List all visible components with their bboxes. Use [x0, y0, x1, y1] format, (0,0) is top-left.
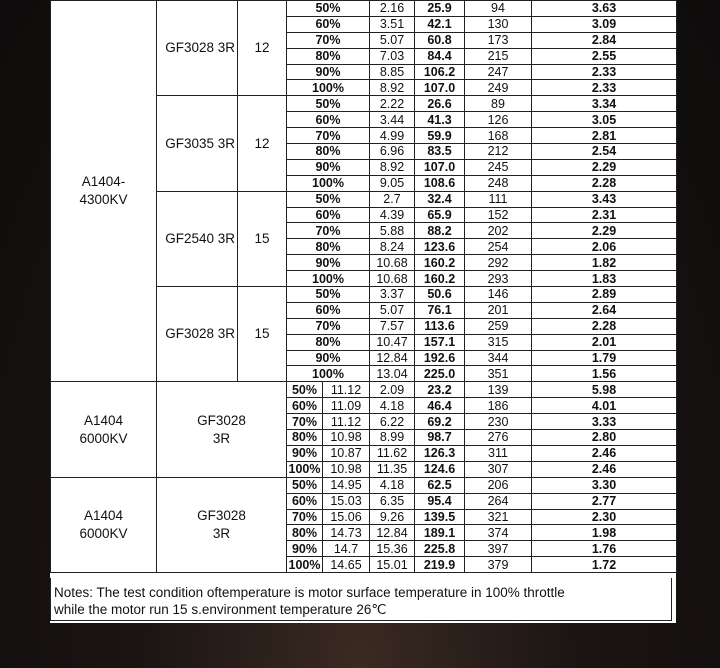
current-cell: 2.16: [370, 1, 415, 17]
current-cell: 11.35: [370, 461, 415, 477]
current-cell: 4.39: [370, 207, 415, 223]
thrust-cell: 254: [465, 239, 532, 255]
test-data-table: [50, 0, 677, 573]
motor-model-cell: A1404 6000KV: [51, 382, 157, 477]
thrust-cell: 351: [465, 366, 532, 382]
current-cell: 6.22: [370, 414, 415, 430]
table-row: [51, 1, 677, 17]
throttle-cell: 50%: [287, 191, 370, 207]
efficiency-cell: 2.28: [532, 318, 677, 334]
throttle-cell: 70%: [287, 509, 323, 525]
power-cell: 50.6: [415, 287, 465, 303]
throttle-cell: 100%: [287, 175, 370, 191]
voltage-cell: 11.09: [323, 398, 370, 414]
thrust-cell: 206: [465, 477, 532, 493]
efficiency-cell: 2.33: [532, 64, 677, 80]
efficiency-cell: 3.05: [532, 112, 677, 128]
voltage-cell: 12: [238, 1, 287, 96]
throttle-cell: 100%: [287, 80, 370, 96]
propeller-cell: GF3028 3R: [157, 382, 287, 477]
power-cell: 95.4: [415, 493, 465, 509]
thrust-cell: 168: [465, 128, 532, 144]
voltage-cell: 10.87: [323, 445, 370, 461]
thrust-cell: 245: [465, 159, 532, 175]
current-cell: 5.88: [370, 223, 415, 239]
current-cell: 2.09: [370, 382, 415, 398]
throttle-cell: 50%: [287, 1, 370, 17]
efficiency-cell: 2.29: [532, 159, 677, 175]
thrust-cell: 146: [465, 287, 532, 303]
efficiency-cell: 1.98: [532, 525, 677, 541]
table-row: [51, 382, 677, 398]
thrust-cell: 276: [465, 430, 532, 446]
thrust-cell: 379: [465, 557, 532, 573]
voltage-cell: 12: [238, 96, 287, 191]
efficiency-cell: 2.28: [532, 175, 677, 191]
throttle-cell: 50%: [287, 477, 323, 493]
voltage-cell: 15: [238, 287, 287, 382]
throttle-cell: 70%: [287, 414, 323, 430]
efficiency-cell: 2.01: [532, 334, 677, 350]
efficiency-cell: 2.84: [532, 32, 677, 48]
notes-line-2: while the motor run 15 s.environment temperature 26℃: [54, 602, 387, 617]
throttle-cell: 50%: [287, 96, 370, 112]
efficiency-cell: 3.63: [532, 1, 677, 17]
efficiency-cell: 1.76: [532, 541, 677, 557]
voltage-cell: 15.06: [323, 509, 370, 525]
power-cell: 219.9: [415, 557, 465, 573]
current-cell: 9.05: [370, 175, 415, 191]
propeller-cell: GF3028 3R: [157, 477, 287, 572]
thrust-cell: 321: [465, 509, 532, 525]
efficiency-cell: 4.01: [532, 398, 677, 414]
throttle-cell: 60%: [287, 398, 323, 414]
thrust-cell: 247: [465, 64, 532, 80]
power-cell: 160.2: [415, 271, 465, 287]
throttle-cell: 60%: [287, 112, 370, 128]
power-cell: 69.2: [415, 414, 465, 430]
propeller-cell: GF3028 3R: [157, 1, 238, 96]
voltage-cell: 10.98: [323, 430, 370, 446]
thrust-cell: 89: [465, 96, 532, 112]
power-cell: 46.4: [415, 398, 465, 414]
efficiency-cell: 1.72: [532, 557, 677, 573]
voltage-cell: 14.7: [323, 541, 370, 557]
power-cell: 225.8: [415, 541, 465, 557]
motor-model-cell: A1404 6000KV: [51, 477, 157, 572]
efficiency-cell: 3.43: [532, 191, 677, 207]
throttle-cell: 80%: [287, 430, 323, 446]
power-cell: 107.0: [415, 80, 465, 96]
current-cell: 8.99: [370, 430, 415, 446]
efficiency-cell: 3.30: [532, 477, 677, 493]
thrust-cell: 94: [465, 1, 532, 17]
motor-test-datasheet: [50, 0, 676, 623]
throttle-cell: 60%: [287, 207, 370, 223]
current-cell: 2.7: [370, 191, 415, 207]
throttle-cell: 90%: [287, 64, 370, 80]
efficiency-cell: 2.80: [532, 430, 677, 446]
voltage-cell: 15.03: [323, 493, 370, 509]
current-cell: 5.07: [370, 32, 415, 48]
current-cell: 6.96: [370, 144, 415, 160]
power-cell: 139.5: [415, 509, 465, 525]
thrust-cell: 248: [465, 175, 532, 191]
power-cell: 107.0: [415, 159, 465, 175]
motor-model-cell: A1404- 4300KV: [51, 1, 157, 382]
throttle-cell: 90%: [287, 445, 323, 461]
thrust-cell: 397: [465, 541, 532, 557]
power-cell: 76.1: [415, 302, 465, 318]
power-cell: 113.6: [415, 318, 465, 334]
power-cell: 157.1: [415, 334, 465, 350]
thrust-cell: 215: [465, 48, 532, 64]
voltage-cell: 11.12: [323, 414, 370, 430]
current-cell: 8.92: [370, 159, 415, 175]
efficiency-cell: 2.31: [532, 207, 677, 223]
throttle-cell: 90%: [287, 541, 323, 557]
voltage-cell: 14.73: [323, 525, 370, 541]
power-cell: 98.7: [415, 430, 465, 446]
power-cell: 126.3: [415, 445, 465, 461]
throttle-cell: 60%: [287, 493, 323, 509]
current-cell: 8.85: [370, 64, 415, 80]
current-cell: 15.01: [370, 557, 415, 573]
throttle-cell: 100%: [287, 271, 370, 287]
efficiency-cell: 3.09: [532, 16, 677, 32]
efficiency-cell: 2.54: [532, 144, 677, 160]
efficiency-cell: 5.98: [532, 382, 677, 398]
thrust-cell: 186: [465, 398, 532, 414]
thrust-cell: 307: [465, 461, 532, 477]
efficiency-cell: 2.46: [532, 461, 677, 477]
current-cell: 10.68: [370, 255, 415, 271]
notes-box: [50, 578, 672, 621]
throttle-cell: 60%: [287, 16, 370, 32]
voltage-cell: 14.65: [323, 557, 370, 573]
power-cell: 124.6: [415, 461, 465, 477]
thrust-cell: 202: [465, 223, 532, 239]
power-cell: 83.5: [415, 144, 465, 160]
current-cell: 9.26: [370, 509, 415, 525]
throttle-cell: 50%: [287, 287, 370, 303]
throttle-cell: 80%: [287, 525, 323, 541]
notes-line-1: Notes: The test condition oftemperature is motor surface temperature in 100% throttle: [54, 585, 565, 600]
power-cell: 84.4: [415, 48, 465, 64]
current-cell: 10.68: [370, 271, 415, 287]
throttle-cell: 60%: [287, 302, 370, 318]
thrust-cell: 374: [465, 525, 532, 541]
thrust-cell: 259: [465, 318, 532, 334]
power-cell: 160.2: [415, 255, 465, 271]
throttle-cell: 100%: [287, 557, 323, 573]
throttle-cell: 70%: [287, 128, 370, 144]
thrust-cell: 264: [465, 493, 532, 509]
throttle-cell: 90%: [287, 159, 370, 175]
current-cell: 2.22: [370, 96, 415, 112]
power-cell: 59.9: [415, 128, 465, 144]
efficiency-cell: 2.33: [532, 80, 677, 96]
current-cell: 8.24: [370, 239, 415, 255]
throttle-cell: 90%: [287, 255, 370, 271]
throttle-cell: 80%: [287, 334, 370, 350]
thrust-cell: 152: [465, 207, 532, 223]
thrust-cell: 126: [465, 112, 532, 128]
efficiency-cell: 2.06: [532, 239, 677, 255]
power-cell: 62.5: [415, 477, 465, 493]
efficiency-cell: 1.83: [532, 271, 677, 287]
thrust-cell: 111: [465, 191, 532, 207]
power-cell: 225.0: [415, 366, 465, 382]
current-cell: 7.57: [370, 318, 415, 334]
power-cell: 26.6: [415, 96, 465, 112]
propeller-cell: GF2540 3R: [157, 191, 238, 286]
current-cell: 12.84: [370, 525, 415, 541]
current-cell: 3.51: [370, 16, 415, 32]
thrust-cell: 293: [465, 271, 532, 287]
efficiency-cell: 1.82: [532, 255, 677, 271]
efficiency-cell: 2.30: [532, 509, 677, 525]
current-cell: 7.03: [370, 48, 415, 64]
propeller-cell: GF3035 3R: [157, 96, 238, 191]
efficiency-cell: 2.46: [532, 445, 677, 461]
throttle-cell: 90%: [287, 350, 370, 366]
voltage-cell: 14.95: [323, 477, 370, 493]
table-row: [51, 477, 677, 493]
power-cell: 88.2: [415, 223, 465, 239]
thrust-cell: 130: [465, 16, 532, 32]
efficiency-cell: 3.34: [532, 96, 677, 112]
current-cell: 8.92: [370, 80, 415, 96]
power-cell: 42.1: [415, 16, 465, 32]
thrust-cell: 292: [465, 255, 532, 271]
throttle-cell: 70%: [287, 223, 370, 239]
power-cell: 23.2: [415, 382, 465, 398]
throttle-cell: 70%: [287, 32, 370, 48]
efficiency-cell: 2.55: [532, 48, 677, 64]
efficiency-cell: 2.77: [532, 493, 677, 509]
efficiency-cell: 3.33: [532, 414, 677, 430]
efficiency-cell: 2.29: [532, 223, 677, 239]
throttle-cell: 50%: [287, 382, 323, 398]
current-cell: 15.36: [370, 541, 415, 557]
efficiency-cell: 1.56: [532, 366, 677, 382]
throttle-cell: 80%: [287, 144, 370, 160]
thrust-cell: 173: [465, 32, 532, 48]
thrust-cell: 344: [465, 350, 532, 366]
power-cell: 60.8: [415, 32, 465, 48]
thrust-cell: 249: [465, 80, 532, 96]
throttle-cell: 80%: [287, 239, 370, 255]
current-cell: 3.44: [370, 112, 415, 128]
current-cell: 5.07: [370, 302, 415, 318]
power-cell: 189.1: [415, 525, 465, 541]
current-cell: 13.04: [370, 366, 415, 382]
thrust-cell: 230: [465, 414, 532, 430]
thrust-cell: 311: [465, 445, 532, 461]
thrust-cell: 201: [465, 302, 532, 318]
current-cell: 3.37: [370, 287, 415, 303]
thrust-cell: 212: [465, 144, 532, 160]
current-cell: 4.99: [370, 128, 415, 144]
power-cell: 192.6: [415, 350, 465, 366]
thrust-cell: 315: [465, 334, 532, 350]
power-cell: 25.9: [415, 1, 465, 17]
power-cell: 65.9: [415, 207, 465, 223]
efficiency-cell: 2.81: [532, 128, 677, 144]
power-cell: 123.6: [415, 239, 465, 255]
throttle-cell: 80%: [287, 48, 370, 64]
current-cell: 4.18: [370, 398, 415, 414]
power-cell: 41.3: [415, 112, 465, 128]
power-cell: 32.4: [415, 191, 465, 207]
current-cell: 4.18: [370, 477, 415, 493]
voltage-cell: 10.98: [323, 461, 370, 477]
current-cell: 10.47: [370, 334, 415, 350]
thrust-cell: 139: [465, 382, 532, 398]
power-cell: 106.2: [415, 64, 465, 80]
current-cell: 6.35: [370, 493, 415, 509]
power-cell: 108.6: [415, 175, 465, 191]
current-cell: 12.84: [370, 350, 415, 366]
throttle-cell: 100%: [287, 366, 370, 382]
propeller-cell: GF3028 3R: [157, 287, 238, 382]
efficiency-cell: 2.89: [532, 287, 677, 303]
voltage-cell: 15: [238, 191, 287, 286]
efficiency-cell: 1.79: [532, 350, 677, 366]
voltage-cell: 11.12: [323, 382, 370, 398]
throttle-cell: 70%: [287, 318, 370, 334]
throttle-cell: 100%: [287, 461, 323, 477]
current-cell: 11.62: [370, 445, 415, 461]
efficiency-cell: 2.64: [532, 302, 677, 318]
